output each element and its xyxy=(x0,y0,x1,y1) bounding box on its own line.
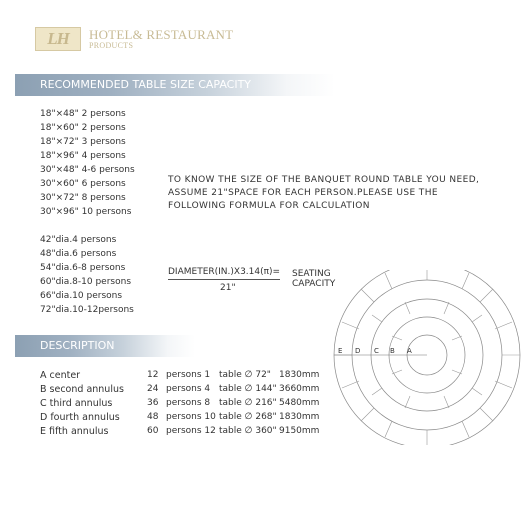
row-name: C third annulus xyxy=(40,397,113,409)
table-row xyxy=(40,424,334,438)
list-item: 54"dia.6-8 persons xyxy=(40,263,126,273)
table-row xyxy=(40,382,334,396)
ring-e xyxy=(334,270,520,445)
row-count: 24 xyxy=(147,384,159,394)
list-item: 30"×48" 4-6 persons xyxy=(40,165,135,175)
list-item: 42"dia.4 persons xyxy=(40,235,117,245)
list-item: 66"dia.10 persons xyxy=(40,291,123,301)
seating-formula xyxy=(168,267,336,293)
row-count: 48 xyxy=(147,412,159,422)
logo-mark: LH xyxy=(35,27,81,51)
ring-label-d: D xyxy=(355,347,361,355)
row-mm: 1830mm xyxy=(279,370,320,380)
description-table xyxy=(40,368,334,438)
ring-label-a: A xyxy=(407,347,412,355)
row-persons: persons 10 xyxy=(166,412,216,422)
list-item: 60"dia.8-10 persons xyxy=(40,277,132,287)
row-mm: 5480mm xyxy=(279,398,320,408)
row-persons: persons 4 xyxy=(166,384,211,394)
description-header: DESCRIPTION xyxy=(15,335,195,357)
list-item: 30"×96" 10 persons xyxy=(40,207,132,217)
ring-label-b: B xyxy=(390,347,395,355)
row-persons: persons 1 xyxy=(166,370,211,380)
row-mm: 3660mm xyxy=(279,384,320,394)
row-table: table ∅ 216" xyxy=(219,398,277,408)
list-item: 18"×60" 2 persons xyxy=(40,123,126,133)
formula-result-line1: SEATING xyxy=(292,269,331,279)
row-count: 12 xyxy=(147,370,159,380)
ring-label-e: E xyxy=(338,347,343,355)
ring-labels xyxy=(338,347,412,355)
ring-dividers xyxy=(334,270,520,445)
round-sizes-list xyxy=(40,233,134,317)
logo-text xyxy=(89,28,233,50)
row-mm: 9150mm xyxy=(279,426,320,436)
row-count: 36 xyxy=(147,398,159,408)
row-persons: persons 12 xyxy=(166,426,216,436)
row-name: E fifth annulus xyxy=(40,425,109,437)
logo-sub: PRODUCTS xyxy=(89,41,134,50)
table-row xyxy=(40,368,334,382)
banquet-note: TO KNOW THE SIZE OF THE BANQUET ROUND TABLE YOU NEED, ASSUME 21"SPACE FOR EACH PERSON.PLEASE USE THE FOLLOWING FORMULA FOR CALCULATION xyxy=(168,175,480,211)
row-name: B second annulus xyxy=(40,383,124,395)
list-item: 18"×48" 2 persons xyxy=(40,109,126,119)
logo-name: HOTEL& RESTAURANT xyxy=(89,27,234,42)
row-table: table ∅ 72" xyxy=(219,370,271,380)
list-item: 18"×72" 3 persons xyxy=(40,137,126,147)
table-row xyxy=(40,396,334,410)
row-mm: 1830mm xyxy=(279,412,320,422)
list-item: 72"dia.10-12persons xyxy=(40,305,134,315)
list-item: 18"×96" 4 persons xyxy=(40,151,126,161)
row-count: 60 xyxy=(147,426,159,436)
table-row xyxy=(40,410,334,424)
ring-label-c: C xyxy=(374,347,379,355)
row-name: A center xyxy=(40,369,81,381)
row-name: D fourth annulus xyxy=(40,411,120,423)
row-table: table ∅ 144" xyxy=(219,384,277,394)
formula-numerator: DIAMETER(IN.)X3.14(π)= xyxy=(168,267,280,280)
list-item: 30"×60" 6 persons xyxy=(40,179,126,189)
row-table: table ∅ 360" xyxy=(219,426,277,436)
row-persons: persons 8 xyxy=(166,398,211,408)
formula-result-line2: CAPACITY xyxy=(292,279,336,289)
list-item: 30"×72" 8 persons xyxy=(40,193,126,203)
brand-logo xyxy=(35,27,233,51)
rect-sizes-list xyxy=(40,107,135,219)
formula-denominator: 21" xyxy=(220,283,236,293)
banquet-rings-diagram xyxy=(330,270,530,445)
list-item: 48"dia.6 persons xyxy=(40,249,117,259)
recommended-header: RECOMMENDED TABLE SIZE CAPACITY xyxy=(15,74,335,96)
row-table: table ∅ 268" xyxy=(219,412,277,422)
